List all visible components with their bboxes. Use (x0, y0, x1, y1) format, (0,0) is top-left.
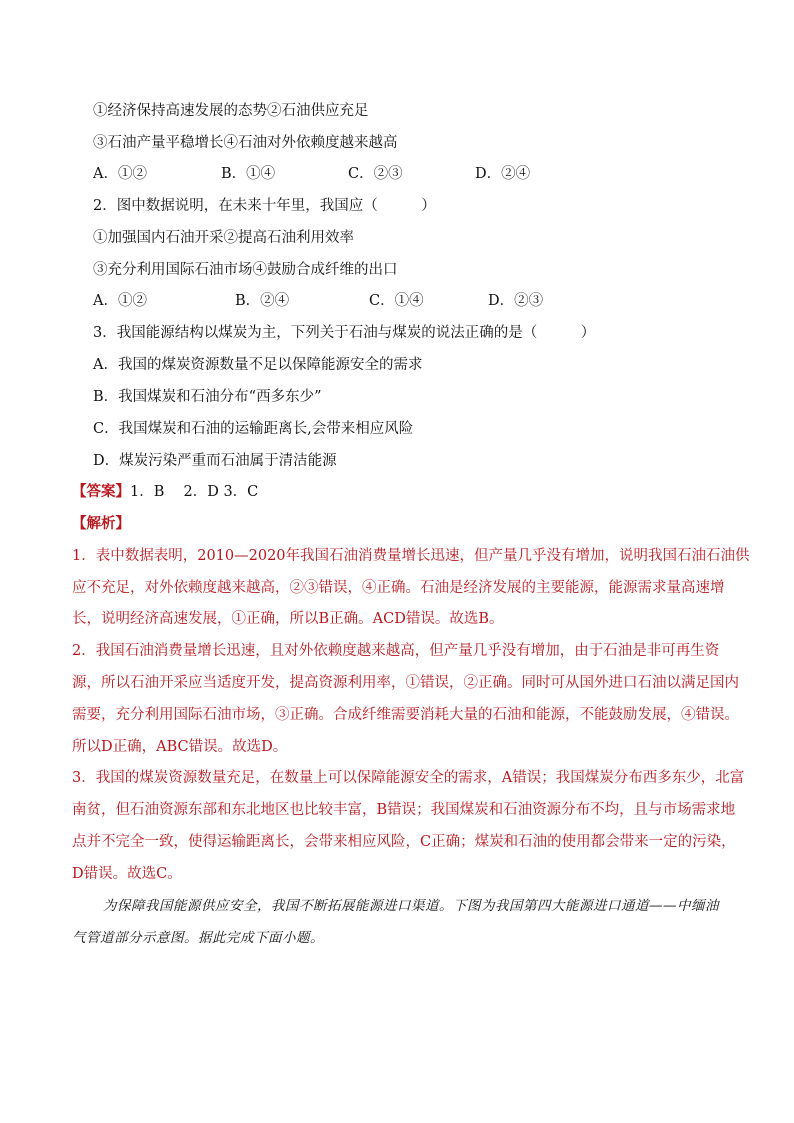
q1-option-b: B．①④ (221, 166, 276, 182)
analysis-line-6: 需要，充分利用国际石油市场，③正确。合成纤维需要消耗大量的石油和能源，不能鼓励发展，④错误。 (72, 707, 739, 723)
q2-statement-1: ①加强国内石油开采②提高石油利用效率 (93, 230, 354, 246)
q3-option-a: A．我国的煤炭资源数量不足以保障能源安全的需求 (93, 357, 423, 373)
q3-option-c: C．我国煤炭和石油的运输距离长,会带来相应风险 (93, 421, 414, 437)
analysis-line-8: 3．我国的煤炭资源数量充足，在数量上可以保障能源安全的需求，A错误；我国煤炭分布西多东少，北富 (72, 770, 745, 786)
q2-option-d: D．②③ (488, 293, 544, 309)
q1-statement-1: ①经济保持高速发展的态势②石油供应充足 (93, 103, 369, 119)
answer-values: 1．B 2．D 3．C (130, 484, 259, 500)
q1-option-c: C．②③ (348, 166, 403, 182)
q3-stem: 3．我国能源结构以煤炭为主，下列关于石油与煤炭的说法正确的是（ ） (93, 325, 596, 341)
q2-stem: 2．图中数据说明，在未来十年里，我国应（ ） (93, 198, 436, 214)
intro-line-2: 气管道部分示意图。据此完成下面小题。 (72, 930, 324, 946)
answer-line (72, 482, 258, 502)
q1-option-a: A．①② (93, 166, 147, 182)
q3-option-d: D．煤炭污染严重而石油属于清洁能源 (93, 453, 337, 469)
analysis-line-5: 源，所以石油开采应当适度开发，提高资源利用率，①错误，②正确。同时可从国外进口石油以满足国内 (72, 675, 739, 691)
analysis-line-4: 2．我国石油消费量增长迅速，且对外依赖度越来越高，但产量几乎没有增加，由于石油是非可再生资 (72, 643, 720, 659)
q2-option-c: C．①④ (369, 293, 424, 309)
q2-option-b: B．②④ (235, 293, 290, 309)
answer-label: 【答案】 (72, 483, 130, 500)
analysis-line-9: 南贫，但石油资源东部和东北地区也比较丰富，B错误；我国煤炭和石油资源分布不均，且与市场需求地 (72, 802, 736, 818)
analysis-line-2: 应不充足，对外依赖度越来越高，②③错误，④正确。石油是经济发展的主要能源，能源需求量高速增 (72, 580, 725, 596)
q3-option-b: B．我国煤炭和石油分布“西多东少” (93, 389, 322, 405)
analysis-line-11: D错误。故选C。 (72, 866, 182, 882)
analysis-line-10: 点并不完全一致，使得运输距离长，会带来相应风险，C正确；煤炭和石油的使用都会带来一定的污染， (72, 834, 736, 850)
analysis-line-3: 长，说明经济高速发展，①正确，所以B正确。ACD错误。故选B。 (72, 611, 504, 627)
q1-option-d: D．②④ (475, 166, 531, 182)
intro-line-1: 为保障我国能源供应安全，我国不断拓展能源进口渠道。下图为我国第四大能源进口通道——中缅油 (103, 898, 719, 914)
analysis-line-7: 所以D正确，ABC错误。故选D。 (72, 739, 288, 755)
q1-statement-2: ③石油产量平稳增长④石油对外依赖度越来越高 (93, 135, 398, 151)
q2-statement-2: ③充分利用国际石油市场④鼓励合成纤维的出口 (93, 262, 398, 278)
q2-option-a: A．①② (93, 293, 147, 309)
analysis-label: 【解析】 (72, 515, 130, 532)
analysis-line-1: 1．表中数据表明，2010—2020年我国石油消费量增长迅速，但产量几乎没有增加，说明我国石油石油供 (72, 548, 750, 564)
